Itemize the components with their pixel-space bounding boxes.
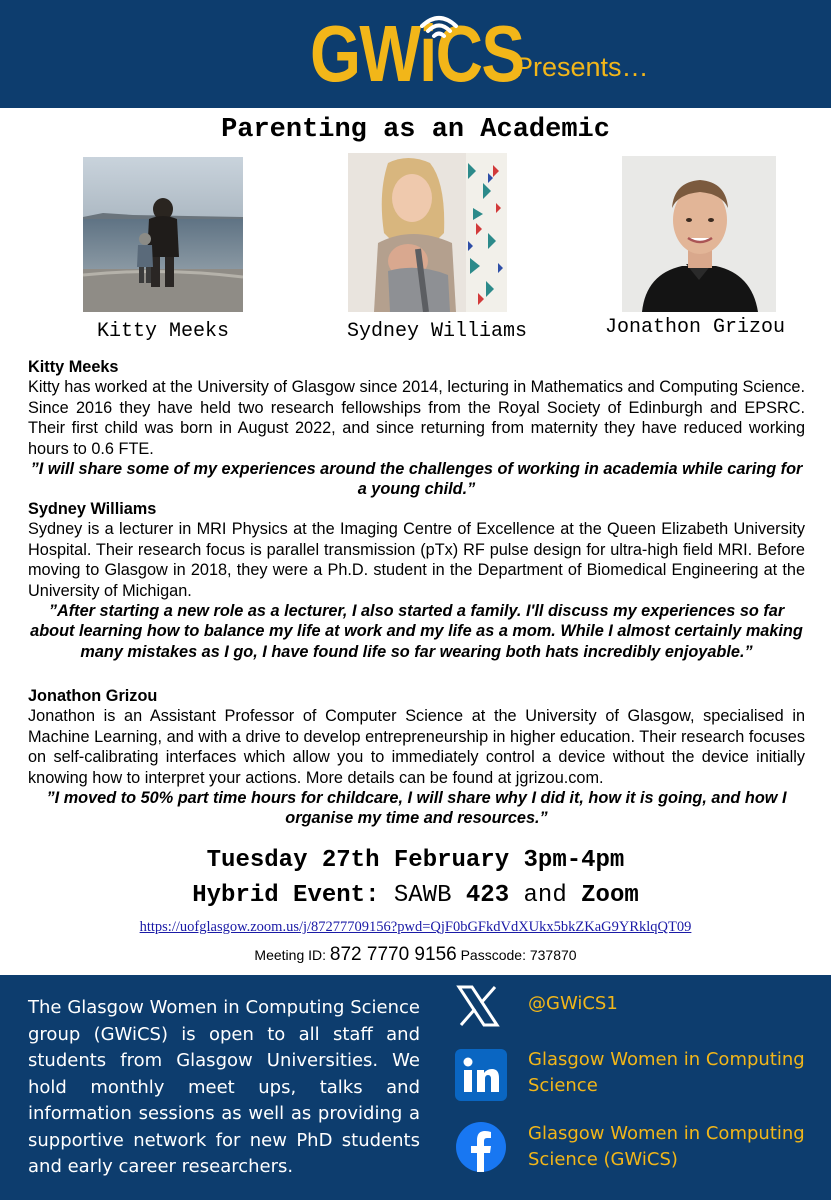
meeting-id-label: Meeting ID: bbox=[254, 947, 327, 963]
bio-text: Jonathon is an Assistant Professor of Computer Science at the University of Glasgow, specialised in Machine Learning, and with a drive to develop entrepreneurship in higher education. Their research focuses on self-calibrating interfaces which allow you to immediately control a device without the device initially knowing how to interpret your actions. More details can be found at jgrizou.com. bbox=[28, 707, 805, 787]
passcode: 737870 bbox=[529, 947, 577, 963]
bio-quote: ”I will share some of my experiences around the challenges of working in academia while caring for a young child.” bbox=[30, 460, 803, 499]
hybrid-label: Hybrid Event: bbox=[192, 882, 380, 909]
bio-text: Sydney is a lecturer in MRI Physics at the Imaging Centre of Excellence at the Queen Elizabeth University Hospital. Their research focus is parallel transmission (pTx) RF pulse design for ultra-high field MRI. Before moving to Glasgow in 2018, they were a Ph.D. student in the Department of Biomedical Engineering at the University of Michigan. bbox=[28, 520, 805, 600]
bio-quote: ”After starting a new role as a lecturer, I also started a family. I'll discuss my experiences so far about learning how to balance my life at work and my life as a mom. While I almost certainly making many mistakes as I go, I have found life so far wearing both hats incredibly enjoyable.” bbox=[30, 602, 803, 661]
facebook-line1: Glasgow Women in Computing bbox=[528, 1123, 805, 1144]
bio-text: Kitty has worked at the University of Glasgow since 2014, lecturing in Mathematics and Computing Science. Since 2016 they have held two research fellowships from the Royal Society of Edinburgh and EPSRC. Their first child was born in August 2022, and since returning from maternity they have reduced working hours to 0.6 FTE. bbox=[28, 378, 805, 458]
bio-name: Sydney Williams bbox=[28, 500, 157, 518]
footer-panel bbox=[0, 975, 831, 1200]
online-platform: Zoom bbox=[581, 882, 639, 909]
zoom-link[interactable]: https://uofglasgow.zoom.us/j/87277709156?pwd=QjF0bGFkdVdXUkx5bkZKaG9YRklqQT09 bbox=[139, 919, 692, 935]
bio-name: Jonathon Grizou bbox=[28, 687, 158, 705]
x-handle[interactable]: @GWiCS1 bbox=[528, 993, 618, 1014]
facebook-icon[interactable] bbox=[455, 1121, 507, 1173]
bio-kitty-meeks bbox=[28, 357, 805, 500]
header-banner bbox=[0, 0, 831, 108]
x-icon[interactable] bbox=[455, 983, 501, 1029]
facebook-name[interactable] bbox=[528, 1121, 805, 1173]
page-title: Parenting as an Academic bbox=[221, 115, 610, 145]
group-description: The Glasgow Women in Computing Science group (GWiCS) is open to all staff and students from Glasgow Universities. We hold monthly meet ups, talks and information sessions as well as providing a supportive network for new PhD students and early career researchers. bbox=[28, 997, 420, 1177]
bio-name: Kitty Meeks bbox=[28, 358, 119, 376]
linkedin-line1: Glasgow Women in Computing bbox=[528, 1049, 805, 1070]
meeting-details bbox=[0, 944, 831, 966]
photo-sydney-williams bbox=[348, 153, 507, 312]
facebook-line2: Science (GWiCS) bbox=[528, 1149, 678, 1170]
passcode-label: Passcode: bbox=[460, 947, 526, 963]
venue: SAWB bbox=[393, 882, 452, 909]
meeting-id: 872 7770 9156 bbox=[329, 944, 457, 965]
and-text: and bbox=[523, 882, 567, 909]
linkedin-name[interactable] bbox=[528, 1047, 805, 1099]
photo-jonathon-grizou bbox=[622, 156, 776, 312]
caption-jonathon-grizou: Jonathon Grizou bbox=[604, 316, 786, 339]
bio-jonathon-grizou bbox=[28, 686, 805, 829]
linkedin-icon[interactable] bbox=[455, 1049, 507, 1101]
event-location bbox=[0, 882, 831, 909]
photo-kitty-meeks bbox=[83, 157, 243, 312]
room: 423 bbox=[465, 882, 510, 909]
linkedin-line2: Science bbox=[528, 1075, 598, 1096]
bio-quote: ”I moved to 50% part time hours for childcare, I will share why I did it, how it is going, and how I organise my time and resources.” bbox=[46, 789, 787, 828]
wifi-icon bbox=[418, 12, 460, 40]
caption-sydney-williams: Sydney Williams bbox=[346, 320, 528, 343]
presents-label: Presents… bbox=[515, 52, 649, 82]
bio-sydney-williams bbox=[28, 499, 805, 662]
logo-text: GWiCS bbox=[310, 9, 524, 98]
caption-kitty-meeks: Kitty Meeks bbox=[96, 320, 230, 343]
event-date: Tuesday 27th February 3pm-4pm bbox=[206, 847, 625, 874]
